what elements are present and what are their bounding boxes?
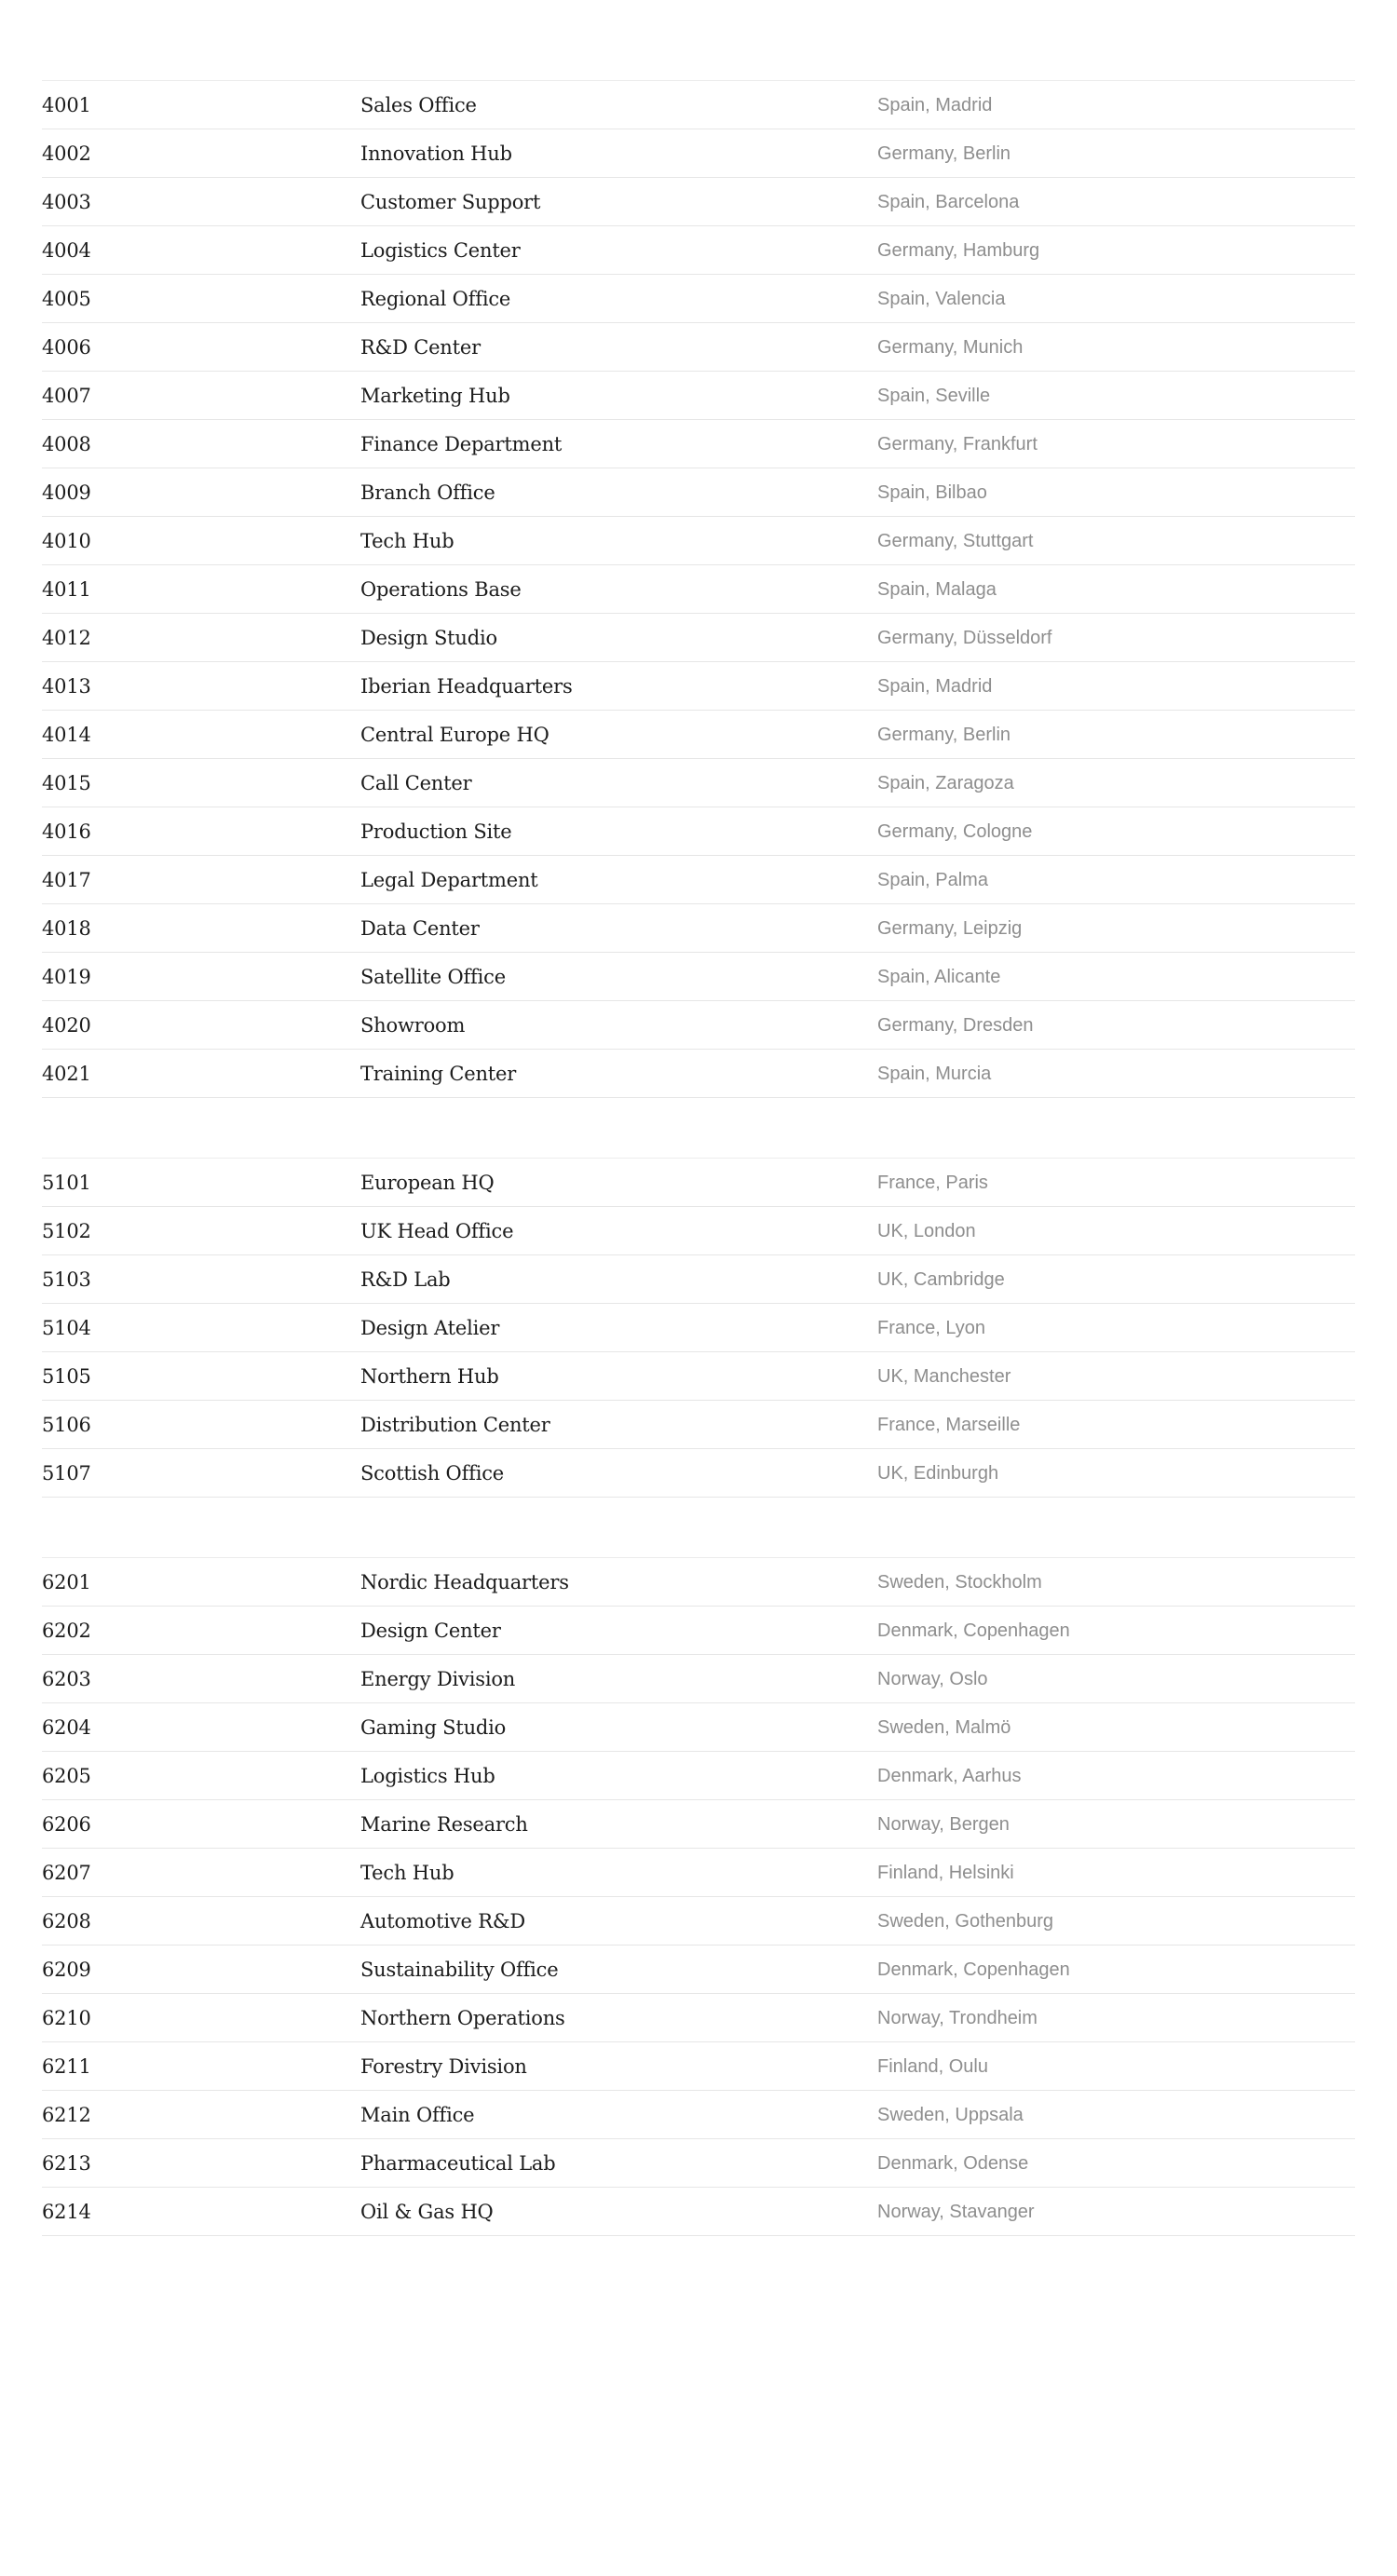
office-name: Regional Office [360, 288, 511, 310]
table-row [42, 1655, 1355, 1703]
office-name: Automotive R&D [360, 1910, 525, 1932]
office-name: Northern Operations [360, 2007, 565, 2029]
office-name: Innovation Hub [360, 142, 512, 165]
office-code: 6204 [42, 1716, 91, 1739]
office-name: UK Head Office [360, 1220, 514, 1242]
office-location: Spain, Bilbao [877, 482, 987, 503]
office-name: Branch Office [360, 481, 495, 504]
office-name: Design Studio [360, 627, 497, 649]
office-code: 6203 [42, 1668, 91, 1690]
table-row [42, 2139, 1355, 2188]
office-location: Sweden, Gothenburg [877, 1911, 1054, 1932]
office-name: Forestry Division [360, 2055, 527, 2078]
table-row [42, 1849, 1355, 1897]
office-location: Finland, Helsinki [877, 1863, 1014, 1883]
office-directory [42, 80, 1355, 2236]
office-name: Marketing Hub [360, 385, 510, 407]
office-name: Nordic Headquarters [360, 1571, 569, 1593]
office-code: 4012 [42, 627, 91, 649]
office-code: 6202 [42, 1620, 91, 1642]
office-group [42, 1158, 1355, 1498]
office-name: Scottish Office [360, 1462, 505, 1485]
office-location: Spain, Zaragoza [877, 773, 1014, 793]
office-location: UK, London [877, 1221, 976, 1241]
office-location: Spain, Palma [877, 870, 988, 890]
office-name: Marine Research [360, 1813, 528, 1836]
table-row [42, 1255, 1355, 1304]
office-code: 6212 [42, 2104, 91, 2126]
office-location: Germany, Düsseldorf [877, 628, 1052, 648]
table-row [42, 1703, 1355, 1752]
office-name: Design Center [360, 1620, 501, 1642]
table-row [42, 323, 1355, 372]
office-name: Logistics Center [360, 239, 521, 262]
office-location: Denmark, Aarhus [877, 1766, 1022, 1786]
office-name: Iberian Headquarters [360, 675, 573, 698]
office-code: 4019 [42, 966, 91, 988]
office-location: UK, Cambridge [877, 1269, 1005, 1290]
office-code: 4009 [42, 481, 91, 504]
office-code: 5102 [42, 1220, 91, 1242]
table-row [42, 711, 1355, 759]
table-row [42, 2042, 1355, 2091]
office-code: 5103 [42, 1268, 91, 1291]
office-code: 4003 [42, 191, 91, 213]
office-code: 6205 [42, 1765, 91, 1787]
office-code: 5106 [42, 1414, 91, 1436]
office-location: Germany, Frankfurt [877, 434, 1038, 454]
office-code: 6201 [42, 1571, 91, 1593]
office-location: France, Lyon [877, 1318, 985, 1338]
table-row [42, 420, 1355, 468]
office-name: Satellite Office [360, 966, 506, 988]
office-code: 6213 [42, 2152, 91, 2175]
office-location: Spain, Madrid [877, 95, 993, 115]
office-code: 6211 [42, 2055, 91, 2078]
office-location: Spain, Madrid [877, 676, 993, 697]
office-name: Legal Department [360, 869, 538, 891]
office-location: France, Paris [877, 1173, 988, 1193]
table-row [42, 129, 1355, 178]
office-location: Germany, Hamburg [877, 240, 1040, 261]
office-name: Logistics Hub [360, 1765, 495, 1787]
office-code: 4004 [42, 239, 91, 262]
office-code: 6208 [42, 1910, 91, 1932]
office-name: Showroom [360, 1014, 466, 1037]
office-name: Data Center [360, 917, 480, 940]
table-row [42, 1352, 1355, 1401]
office-location: Norway, Stavanger [877, 2202, 1035, 2222]
table-row [42, 807, 1355, 856]
office-group [42, 1557, 1355, 2236]
office-location: Germany, Leipzig [877, 918, 1023, 939]
office-location: Germany, Dresden [877, 1015, 1034, 1036]
office-name: European HQ [360, 1172, 495, 1194]
office-code: 4021 [42, 1063, 91, 1085]
office-code: 6210 [42, 2007, 91, 2029]
table-row [42, 1607, 1355, 1655]
office-code: 4020 [42, 1014, 91, 1037]
table-row [42, 1304, 1355, 1352]
office-code: 4017 [42, 869, 91, 891]
office-location: Sweden, Malmö [877, 1717, 1011, 1738]
office-location: Finland, Oulu [877, 2056, 988, 2077]
office-location: Spain, Barcelona [877, 192, 1020, 212]
table-row [42, 2091, 1355, 2139]
table-row [42, 1946, 1355, 1994]
office-code: 4001 [42, 94, 91, 116]
office-name: Customer Support [360, 191, 541, 213]
table-row [42, 468, 1355, 517]
table-row [42, 1994, 1355, 2042]
table-row [42, 81, 1355, 129]
office-location: Germany, Berlin [877, 143, 1011, 164]
table-row [42, 517, 1355, 565]
office-location: Spain, Alicante [877, 967, 1001, 987]
office-code: 4011 [42, 578, 91, 601]
table-row [42, 1050, 1355, 1098]
table-row [42, 614, 1355, 662]
office-location: Sweden, Stockholm [877, 1572, 1042, 1593]
table-row [42, 1159, 1355, 1207]
table-row [42, 953, 1355, 1001]
office-name: Call Center [360, 772, 472, 794]
office-name: Design Atelier [360, 1317, 500, 1339]
table-row [42, 178, 1355, 226]
office-name: Tech Hub [360, 530, 454, 552]
table-row [42, 1752, 1355, 1800]
office-code: 4016 [42, 820, 91, 843]
office-name: Distribution Center [360, 1414, 550, 1436]
office-location: Spain, Valencia [877, 289, 1006, 309]
office-name: Pharmaceutical Lab [360, 2152, 556, 2175]
office-location: Norway, Trondheim [877, 2008, 1038, 2028]
office-code: 4006 [42, 336, 91, 359]
table-row [42, 759, 1355, 807]
office-location: Spain, Seville [877, 386, 991, 406]
table-row [42, 2188, 1355, 2236]
table-row [42, 565, 1355, 614]
office-code: 4002 [42, 142, 91, 165]
table-row [42, 1401, 1355, 1449]
office-code: 4015 [42, 772, 91, 794]
office-code: 5107 [42, 1462, 91, 1485]
office-location: Norway, Oslo [877, 1669, 988, 1689]
table-row [42, 662, 1355, 711]
table-row [42, 1800, 1355, 1849]
office-code: 5101 [42, 1172, 91, 1194]
table-row [42, 904, 1355, 953]
office-name: Northern Hub [360, 1365, 499, 1388]
office-name: Tech Hub [360, 1862, 454, 1884]
table-row [42, 372, 1355, 420]
office-code: 6214 [42, 2201, 91, 2223]
office-location: Spain, Murcia [877, 1064, 992, 1084]
office-location: Denmark, Copenhagen [877, 1620, 1070, 1641]
office-code: 5104 [42, 1317, 91, 1339]
office-name: Energy Division [360, 1668, 516, 1690]
office-name: R&D Lab [360, 1268, 451, 1291]
office-location: Norway, Bergen [877, 1814, 1010, 1835]
office-location: France, Marseille [877, 1415, 1021, 1435]
table-row [42, 1897, 1355, 1946]
table-row [42, 1449, 1355, 1498]
office-name: Operations Base [360, 578, 522, 601]
office-name: Sales Office [360, 94, 477, 116]
office-code: 4005 [42, 288, 91, 310]
office-code: 6207 [42, 1862, 91, 1884]
office-name: Production Site [360, 820, 512, 843]
office-code: 4014 [42, 724, 91, 746]
office-location: Germany, Munich [877, 337, 1024, 358]
office-code: 4007 [42, 385, 91, 407]
office-name: Central Europe HQ [360, 724, 549, 746]
office-location: Denmark, Copenhagen [877, 1959, 1070, 1980]
office-name: R&D Center [360, 336, 481, 359]
office-code: 5105 [42, 1365, 91, 1388]
office-code: 6206 [42, 1813, 91, 1836]
office-location: Germany, Stuttgart [877, 531, 1034, 551]
office-code: 4018 [42, 917, 91, 940]
office-name: Oil & Gas HQ [360, 2201, 494, 2223]
office-group [42, 80, 1355, 1098]
office-code: 6209 [42, 1959, 91, 1981]
office-location: UK, Manchester [877, 1366, 1011, 1387]
table-row [42, 1558, 1355, 1607]
office-code: 4008 [42, 433, 91, 455]
office-location: UK, Edinburgh [877, 1463, 999, 1484]
table-row [42, 226, 1355, 275]
office-location: Spain, Malaga [877, 579, 997, 600]
office-name: Training Center [360, 1063, 517, 1085]
office-location: Germany, Berlin [877, 725, 1011, 745]
office-name: Gaming Studio [360, 1716, 507, 1739]
table-row [42, 275, 1355, 323]
office-name: Sustainability Office [360, 1959, 559, 1981]
office-code: 4013 [42, 675, 91, 698]
table-row [42, 1001, 1355, 1050]
office-location: Germany, Cologne [877, 821, 1033, 842]
table-row [42, 856, 1355, 904]
office-location: Sweden, Uppsala [877, 2105, 1024, 2125]
table-row [42, 1207, 1355, 1255]
office-name: Main Office [360, 2104, 475, 2126]
office-code: 4010 [42, 530, 91, 552]
office-name: Finance Department [360, 433, 563, 455]
office-location: Denmark, Odense [877, 2153, 1029, 2174]
